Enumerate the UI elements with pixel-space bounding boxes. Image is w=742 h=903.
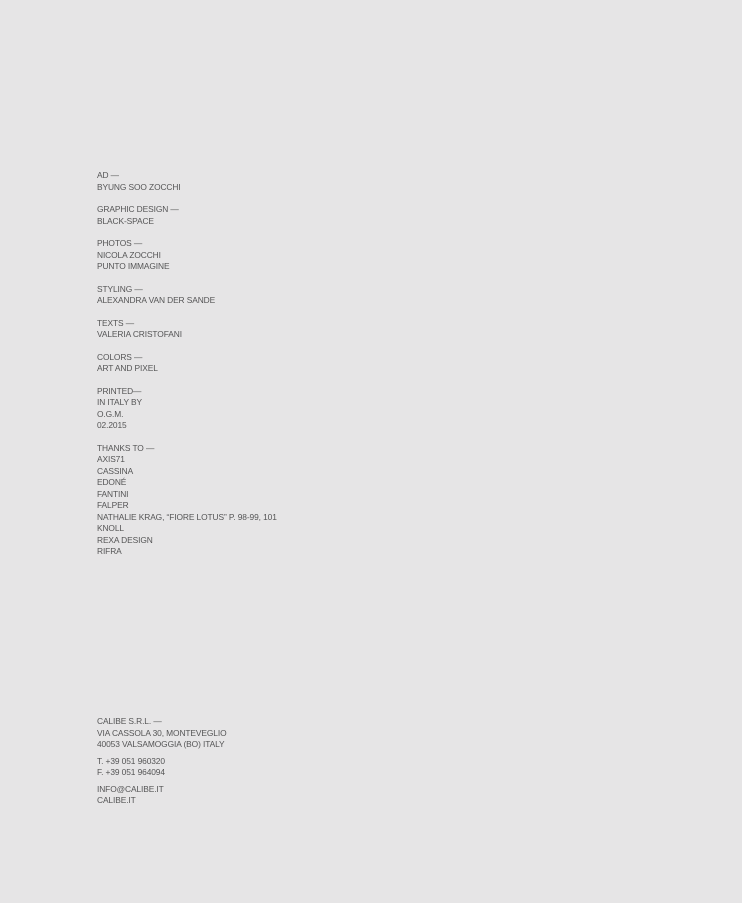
credit-heading: AD — [97,170,119,180]
credit-value: 02.2015 [97,420,127,430]
credit-value: KNOLL [97,523,124,533]
credit-heading: THANKS TO — [97,442,155,453]
fax: F. +39 051 964094 [97,767,165,777]
credit-value: AXIS71 [97,454,125,464]
credit-styling [97,284,397,307]
credit-value: ART AND PIXEL [97,363,158,373]
credit-value: NICOLA ZOCCHI [97,249,161,260]
company-info [97,716,397,812]
credit-heading: TEXTS — [97,317,134,328]
credit-value: BYUNG SOO ZOCCHI [97,181,181,192]
credit-value: FANTINI [97,488,129,499]
credit-value: PUNTO IMMAGINE [97,261,170,271]
credit-printed [97,386,397,432]
credit-value: NATHALIE KRAG, “FIORE LOTUS” P. 98-99, 101 [97,511,277,522]
credit-heading: PHOTOS — [97,238,143,248]
credit-value: EDONÉ [97,477,127,487]
credit-value: VALERIA CRISTOFANI [97,329,182,339]
credit-heading: PRINTED— [97,385,142,396]
credit-value: REXA DESIGN [97,534,153,545]
credit-heading: STYLING — [97,283,143,294]
telephone: T. +39 051 960320 [97,755,165,766]
credit-value: CASSINA [97,465,134,476]
credit-ad [97,170,397,193]
company-web [97,784,397,807]
credits-column [97,170,397,569]
company-address [97,716,397,751]
address-line: 40053 VALSAMOGGIA (BO) ITALY [97,739,225,749]
credit-value: ALEXANDRA VAN DER SANDE [97,295,216,305]
credit-photos [97,238,397,273]
credit-heading: COLORS — [97,351,143,362]
credit-value: IN ITALY BY [97,397,142,407]
credit-thanks-to [97,443,397,558]
credit-heading: GRAPHIC DESIGN — [97,204,179,214]
credit-texts [97,318,397,341]
email-link[interactable]: INFO@CALIBE.IT [97,783,164,794]
credit-value: FALPER [97,500,129,510]
credit-graphic-design [97,204,397,227]
address-line: VIA CASSOLA 30, MONTEVEGLIO [97,727,227,738]
credit-colors [97,352,397,375]
credit-value: BLACK-SPACE [97,215,154,226]
company-name: CALIBE S.R.L. — [97,716,162,726]
company-phones [97,756,397,779]
credit-value: O.G.M. [97,408,124,419]
website-link[interactable]: CALIBE.IT [97,795,136,805]
credit-value: RIFRA [97,546,122,556]
